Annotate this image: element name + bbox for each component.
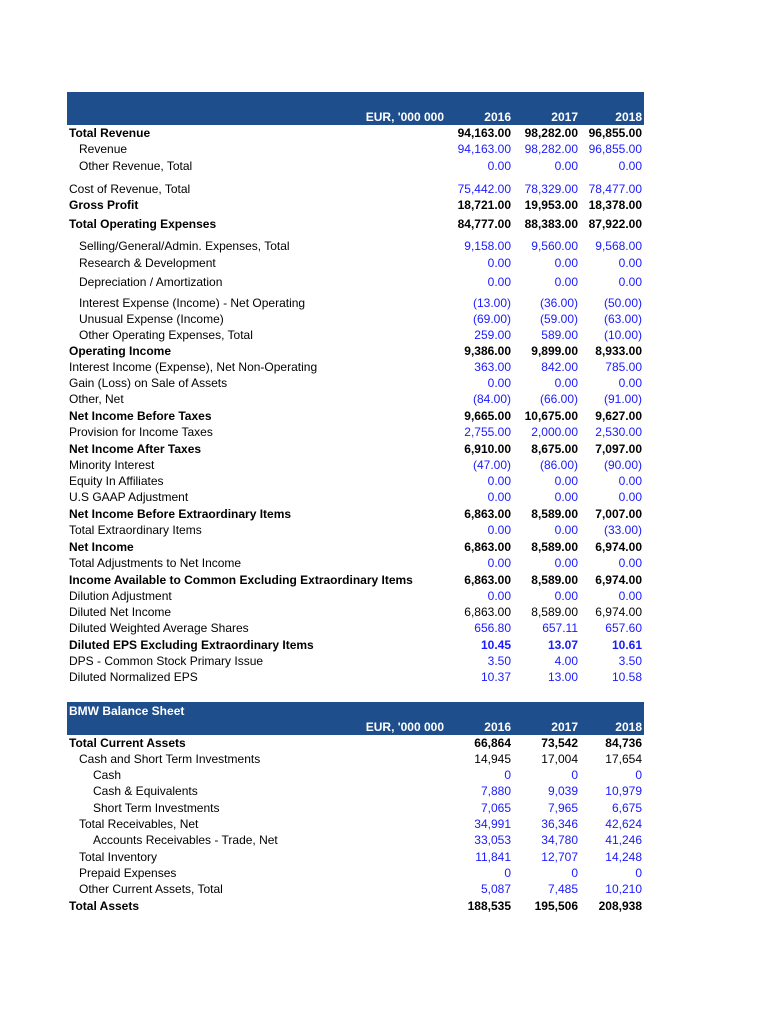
row-value-2018: 14,248 <box>605 850 642 864</box>
income-statement-rows <box>67 125 644 685</box>
table-row <box>67 424 644 441</box>
currency-unit-label: EUR, '000 000 <box>365 110 444 124</box>
row-value-2017: 4.00 <box>554 654 578 668</box>
table-row <box>67 555 644 572</box>
row-value-2016: 34,991 <box>474 817 511 831</box>
row-value-2016: 11,841 <box>475 850 511 864</box>
row-label: Diluted Weighted Average Shares <box>69 621 249 635</box>
row-value-2017: 88,383.00 <box>524 217 578 231</box>
row-label: Interest Income (Expense), Net Non-Operating <box>69 360 318 374</box>
row-value-2016: 0.00 <box>487 490 511 504</box>
row-value-2017: 0 <box>571 866 578 880</box>
row-value-2017: 0.00 <box>554 376 578 390</box>
row-value-2017: 78,329.00 <box>524 182 578 196</box>
table-row <box>67 489 644 506</box>
row-value-2016: 656.80 <box>474 621 511 635</box>
row-value-2016: 6,863.00 <box>464 573 511 587</box>
table-row <box>67 767 644 783</box>
row-label: Other Revenue, Total <box>79 159 193 173</box>
row-value-2017: 8,589.00 <box>531 573 578 587</box>
row-value-2017: 2,000.00 <box>531 425 578 439</box>
table-row <box>67 473 644 489</box>
row-value-2016: 0.00 <box>487 256 511 270</box>
row-value-2017: 12,707 <box>541 850 578 864</box>
row-value-2018: (10.00) <box>603 328 642 342</box>
row-value-2017: 13.00 <box>547 670 578 684</box>
table-row <box>67 295 644 311</box>
row-label: Unusual Expense (Income) <box>79 312 224 326</box>
row-value-2016: 259.00 <box>474 328 511 342</box>
row-value-2016: 0.00 <box>487 275 511 289</box>
row-value-2017: 8,589.00 <box>531 507 578 521</box>
row-label: Net Income Before Taxes <box>69 409 212 423</box>
row-value-2017: 589.00 <box>541 328 578 342</box>
row-label: Diluted EPS Excluding Extraordinary Items <box>69 638 314 652</box>
table-row <box>67 197 644 216</box>
row-value-2017: 0.00 <box>554 159 578 173</box>
row-value-2017: 34,780 <box>541 833 578 847</box>
row-value-2017: 9,560.00 <box>531 239 578 253</box>
row-value-2018: (91.00) <box>603 392 642 406</box>
row-value-2017: 9,039 <box>547 784 578 798</box>
row-value-2017: 8,589.00 <box>531 540 578 554</box>
row-value-2018: 0 <box>635 866 642 880</box>
row-value-2016: 0 <box>504 866 511 880</box>
row-value-2017: 195,506 <box>534 899 578 913</box>
row-value-2017: 0.00 <box>554 589 578 603</box>
table-row <box>67 274 644 295</box>
row-value-2016: 9,665.00 <box>464 409 511 423</box>
row-value-2018: 0.00 <box>618 376 642 390</box>
row-value-2018: 96,855.00 <box>588 142 642 156</box>
row-label: Cost of Revenue, Total <box>69 182 191 196</box>
row-label: Depreciation / Amortization <box>79 275 223 289</box>
row-value-2016: 363.00 <box>474 360 511 374</box>
row-value-2018: 18,378.00 <box>588 198 642 212</box>
table-row <box>67 506 644 522</box>
row-value-2018: 6,675 <box>611 801 642 815</box>
row-value-2017: 8,675.00 <box>531 442 578 456</box>
balance-sheet-rows <box>67 735 644 914</box>
row-label: Other Current Assets, Total <box>79 882 223 896</box>
row-value-2018: 208,938 <box>598 899 642 913</box>
table-row <box>67 441 644 457</box>
row-value-2017: 0.00 <box>554 556 578 570</box>
row-value-2018: 96,855.00 <box>588 126 642 140</box>
currency-unit-label: EUR, '000 000 <box>365 720 444 734</box>
row-value-2016: 18,721.00 <box>457 198 511 212</box>
table-row <box>67 359 644 375</box>
row-value-2016: 7,065 <box>480 801 511 815</box>
row-value-2018: 0.00 <box>618 589 642 603</box>
row-label: Diluted Normalized EPS <box>69 670 198 684</box>
row-value-2018: 8,933.00 <box>595 344 642 358</box>
row-value-2016: 6,863.00 <box>464 507 511 521</box>
row-value-2017: 73,542 <box>541 736 578 750</box>
row-value-2016: 0.00 <box>487 589 511 603</box>
row-value-2017: 7,485 <box>547 882 578 896</box>
row-label: Total Receivables, Net <box>79 817 199 831</box>
year-header-2016: 2016 <box>484 720 511 734</box>
row-value-2018: (50.00) <box>603 296 642 310</box>
table-row <box>67 588 644 604</box>
table-row <box>67 620 644 637</box>
row-label: Income Available to Common Excluding Extraordinary Items <box>69 573 413 587</box>
row-label: Prepaid Expenses <box>79 866 177 880</box>
row-value-2016: 188,535 <box>467 899 511 913</box>
row-label: Short Term Investments <box>93 801 220 815</box>
row-label: Provision for Income Taxes <box>69 425 213 439</box>
table-row <box>67 572 644 588</box>
row-value-2018: 2,530.00 <box>595 425 642 439</box>
row-value-2016: 6,863.00 <box>464 540 511 554</box>
table-row <box>67 735 644 751</box>
row-label: Diluted Net Income <box>69 605 172 619</box>
row-value-2017: 0.00 <box>554 256 578 270</box>
row-label: Operating Income <box>69 344 172 358</box>
row-value-2016: 0.00 <box>487 556 511 570</box>
row-value-2018: 10,210 <box>605 882 642 896</box>
table-row <box>67 238 644 255</box>
row-value-2018: 7,007.00 <box>595 507 642 521</box>
row-value-2018: 42,624 <box>605 817 642 831</box>
row-label: Total Inventory <box>79 850 158 864</box>
row-value-2016: (47.00) <box>472 458 511 472</box>
row-value-2017: (86.00) <box>539 458 578 472</box>
row-value-2018: 41,246 <box>605 833 642 847</box>
row-value-2016: 0.00 <box>487 523 511 537</box>
row-value-2016: (13.00) <box>472 296 511 310</box>
row-value-2017: 842.00 <box>541 360 578 374</box>
income-statement-table <box>67 92 644 685</box>
row-value-2018: 17,654 <box>605 752 642 766</box>
row-label: Total Extraordinary Items <box>69 523 202 537</box>
row-value-2018: (63.00) <box>603 312 642 326</box>
row-value-2018: 87,922.00 <box>588 217 642 231</box>
row-value-2016: 75,442.00 <box>457 182 511 196</box>
row-value-2016: 94,163.00 <box>457 142 511 156</box>
row-value-2017: 10,675.00 <box>524 409 578 423</box>
year-header-2017: 2017 <box>551 720 578 734</box>
table-row <box>67 898 644 914</box>
row-value-2016: 6,910.00 <box>464 442 511 456</box>
table-row <box>67 669 644 685</box>
table-row <box>67 391 644 408</box>
row-label: Net Income After Taxes <box>69 442 202 456</box>
row-label: Net Income Before Extraordinary Items <box>69 507 292 521</box>
row-value-2016: 0.00 <box>487 376 511 390</box>
table-row <box>67 255 644 274</box>
row-value-2017: 657.11 <box>542 621 578 635</box>
table-row <box>67 311 644 327</box>
row-label: Other, Net <box>69 392 124 406</box>
row-value-2018: 78,477.00 <box>588 182 642 196</box>
row-label: Other Operating Expenses, Total <box>79 328 253 342</box>
balance-sheet-table <box>67 702 644 914</box>
row-value-2016: 66,864 <box>474 736 511 750</box>
row-value-2018: (33.00) <box>603 523 642 537</box>
table-row <box>67 816 644 832</box>
table-row <box>67 653 644 669</box>
row-value-2017: 8,589.00 <box>531 605 578 619</box>
table-row <box>67 832 644 849</box>
row-value-2017: 36,346 <box>541 817 578 831</box>
table-row <box>67 800 644 816</box>
table-row <box>67 457 644 473</box>
table-row <box>67 343 644 359</box>
row-value-2017: (66.00) <box>539 392 578 406</box>
row-label: Cash and Short Term Investments <box>79 752 261 766</box>
row-value-2016: 9,386.00 <box>464 344 511 358</box>
table-row <box>67 408 644 424</box>
row-value-2016: 0.00 <box>487 159 511 173</box>
row-value-2017: (36.00) <box>539 296 578 310</box>
table-row <box>67 637 644 653</box>
row-label: Total Current Assets <box>69 736 186 750</box>
row-label: Gain (Loss) on Sale of Assets <box>69 376 228 390</box>
row-label: Research & Development <box>79 256 216 270</box>
row-label: Net Income <box>69 540 134 554</box>
row-value-2018: 0.00 <box>618 159 642 173</box>
row-value-2018: 657.60 <box>605 621 642 635</box>
row-value-2016: 10.45 <box>480 638 511 652</box>
income-statement-header <box>67 92 644 125</box>
row-label: Equity In Affiliates <box>69 474 164 488</box>
row-value-2017: 98,282.00 <box>524 126 578 140</box>
row-value-2017: 19,953.00 <box>524 198 578 212</box>
year-header-2018: 2018 <box>615 720 642 734</box>
row-value-2016: 7,880 <box>480 784 511 798</box>
row-value-2018: 0.00 <box>618 256 642 270</box>
balance-sheet-header <box>67 702 644 735</box>
row-value-2018: 9,627.00 <box>595 409 642 423</box>
table-row <box>67 141 644 158</box>
row-value-2017: 0.00 <box>554 490 578 504</box>
row-value-2016: 94,163.00 <box>457 126 511 140</box>
row-value-2016: (84.00) <box>472 392 511 406</box>
year-header-2018: 2018 <box>615 110 642 124</box>
row-value-2017: 0.00 <box>554 275 578 289</box>
table-row <box>67 751 644 767</box>
table-row <box>67 522 644 539</box>
row-value-2018: 0.00 <box>618 556 642 570</box>
row-label: Gross Profit <box>69 198 139 212</box>
row-value-2018: 3.50 <box>618 654 642 668</box>
row-value-2018: 10.61 <box>611 638 642 652</box>
row-value-2018: 0.00 <box>618 490 642 504</box>
row-value-2018: 6,974.00 <box>595 540 642 554</box>
row-label: Cash & Equivalents <box>93 784 198 798</box>
row-value-2017: 13.07 <box>547 638 578 652</box>
row-value-2017: 7,965 <box>547 801 578 815</box>
table-row <box>67 604 644 620</box>
year-header-2016: 2016 <box>484 110 511 124</box>
row-value-2018: 6,974.00 <box>595 573 642 587</box>
row-value-2016: (69.00) <box>472 312 511 326</box>
balance-sheet-title: BMW Balance Sheet <box>69 704 185 718</box>
row-value-2016: 14,945 <box>474 752 511 766</box>
table-row <box>67 181 644 197</box>
row-label: Total Revenue <box>69 126 151 140</box>
row-label: Cash <box>93 768 122 782</box>
table-row <box>67 849 644 865</box>
table-row <box>67 158 644 181</box>
row-value-2016: 84,777.00 <box>457 217 511 231</box>
year-header-2017: 2017 <box>551 110 578 124</box>
table-row <box>67 881 644 898</box>
row-label: U.S GAAP Adjustment <box>69 490 189 504</box>
table-row <box>67 375 644 391</box>
row-value-2016: 9,158.00 <box>464 239 511 253</box>
row-value-2016: 0.00 <box>487 474 511 488</box>
table-row <box>67 216 644 238</box>
row-label: Total Assets <box>69 899 140 913</box>
row-label: Interest Expense (Income) - Net Operating <box>79 296 306 310</box>
row-label: Minority Interest <box>69 458 155 472</box>
row-label: Total Adjustments to Net Income <box>69 556 242 570</box>
row-label: Accounts Receivables - Trade, Net <box>93 833 278 847</box>
row-value-2017: 0.00 <box>554 474 578 488</box>
row-label: Total Operating Expenses <box>69 217 217 231</box>
table-row <box>67 327 644 343</box>
row-value-2018: 10,979 <box>605 784 642 798</box>
table-row <box>67 125 644 141</box>
row-value-2018: 84,736 <box>605 736 642 750</box>
row-value-2016: 2,755.00 <box>464 425 511 439</box>
row-value-2016: 0 <box>504 768 511 782</box>
row-value-2016: 33,053 <box>474 833 511 847</box>
row-value-2017: (59.00) <box>539 312 578 326</box>
row-label: DPS - Common Stock Primary Issue <box>69 654 264 668</box>
row-label: Revenue <box>79 142 128 156</box>
row-value-2016: 6,863.00 <box>464 605 511 619</box>
row-value-2017: 17,004 <box>541 752 578 766</box>
row-value-2017: 0.00 <box>554 523 578 537</box>
table-row <box>67 865 644 881</box>
row-value-2016: 3.50 <box>487 654 511 668</box>
row-value-2017: 9,899.00 <box>531 344 578 358</box>
row-value-2016: 5,087 <box>480 882 511 896</box>
row-value-2018: 785.00 <box>605 360 642 374</box>
row-value-2016: 10.37 <box>480 670 511 684</box>
row-value-2018: 0 <box>635 768 642 782</box>
row-value-2018: 7,097.00 <box>595 442 642 456</box>
table-row <box>67 539 644 555</box>
row-value-2018: (90.00) <box>603 458 642 472</box>
row-value-2018: 6,974.00 <box>595 605 642 619</box>
row-value-2018: 0.00 <box>618 474 642 488</box>
row-label: Dilution Adjustment <box>69 589 172 603</box>
row-value-2017: 98,282.00 <box>524 142 578 156</box>
row-value-2018: 9,568.00 <box>595 239 642 253</box>
row-value-2017: 0 <box>571 768 578 782</box>
row-value-2018: 0.00 <box>618 275 642 289</box>
table-row <box>67 783 644 800</box>
row-label: Selling/General/Admin. Expenses, Total <box>79 239 290 253</box>
row-value-2018: 10.58 <box>611 670 642 684</box>
